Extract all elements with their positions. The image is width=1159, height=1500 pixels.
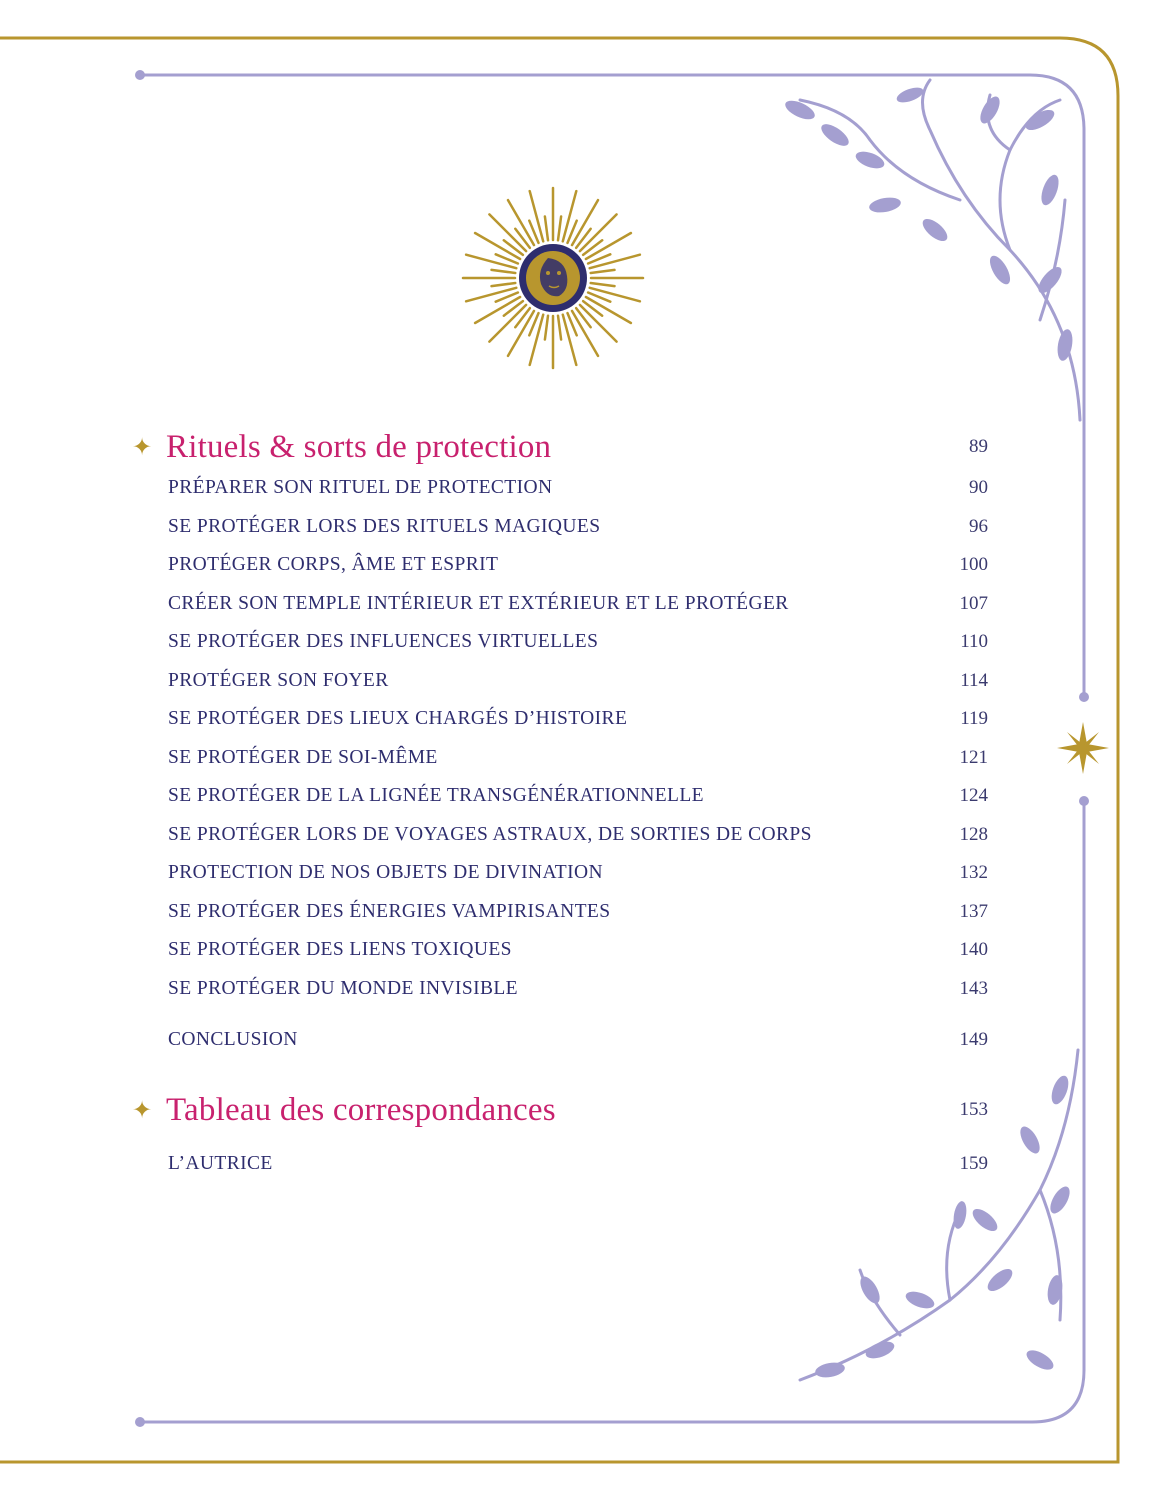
toc-entry[interactable]: [168, 472, 988, 504]
entry-page-number: 159: [959, 1153, 988, 1174]
entry-title: PROTÉGER SON FOYER: [168, 669, 389, 691]
entry-page-number: 124: [959, 785, 988, 806]
sun-ray: [515, 308, 530, 327]
sun-ray: [492, 270, 516, 273]
entry-title: CRÉER SON TEMPLE INTÉRIEUR ET EXTÉRIEUR ET LE PROTÉGER: [168, 592, 789, 614]
sun-ray: [515, 229, 530, 248]
sun-ray: [583, 240, 602, 255]
frame-dot-top-left: [135, 70, 145, 80]
entry-title: PROTECTION DE NOS OBJETS DE DIVINATION: [168, 862, 603, 883]
sun-ray: [590, 288, 640, 302]
frame-dot-bottom-left: [135, 1417, 145, 1427]
entry-page-number: 140: [959, 939, 988, 960]
toc-entry[interactable]: [168, 857, 988, 889]
section-title: Tableau des correspondances: [166, 1091, 556, 1128]
gold-star-ornament: [1057, 722, 1109, 774]
entry-page-number: 128: [959, 823, 988, 845]
entry-page-number: 121: [959, 746, 988, 768]
sun-ray: [466, 288, 516, 302]
toc-entry[interactable]: [168, 588, 988, 620]
entry-title: SE PROTÉGER DES ÉNERGIES VAMPIRISANTES: [168, 900, 611, 922]
toc-entry[interactable]: [168, 742, 988, 774]
sun-ray: [545, 217, 548, 241]
sun-ray: [563, 315, 577, 365]
sun-ray: [504, 240, 523, 255]
toc-entry[interactable]: [168, 934, 988, 966]
section-page-number: 89: [969, 436, 988, 457]
toc-entry-conclusion[interactable]: [168, 1024, 988, 1056]
entry-page-number: 137: [959, 900, 988, 922]
sun-ray: [530, 315, 544, 365]
frame-dot-mid-bottom: [1079, 796, 1089, 806]
toc-entry[interactable]: [168, 780, 988, 812]
foliage-top-right: [800, 80, 1080, 420]
entry-title: SE PROTÉGER DES INFLUENCES VIRTUELLES: [168, 631, 599, 652]
entry-title: SE PROTÉGER DE LA LIGNÉE TRANSGÉNÉRATIONNELLE: [168, 785, 704, 806]
frame-dot-mid-top: [1079, 692, 1089, 702]
sun-ray: [466, 255, 516, 269]
entry-page-number: 143: [959, 977, 988, 999]
sun-ray: [590, 255, 640, 269]
toc-entry[interactable]: [168, 703, 988, 735]
sun-ray: [576, 229, 591, 248]
sun-ray: [504, 301, 523, 316]
sun-ray: [558, 316, 561, 340]
toc-entry-autrice[interactable]: [168, 1148, 988, 1180]
sparkle-icon: ✦: [132, 434, 153, 461]
section-page-number: 153: [959, 1099, 988, 1120]
entry-title: SE PROTÉGER LORS DE VOYAGES ASTRAUX, DE SORTIES DE CORPS: [168, 823, 812, 845]
entry-page-number: 110: [960, 631, 988, 652]
toc-entry[interactable]: [168, 549, 988, 581]
sun-ray: [583, 301, 602, 316]
entry-page-number: 132: [959, 862, 988, 883]
sparkle-icon: ✦: [132, 1097, 153, 1124]
entry-page-number: 119: [960, 708, 988, 729]
toc-entry[interactable]: [168, 896, 988, 928]
entry-page-number: 96: [969, 515, 988, 537]
entry-page-number: 100: [959, 554, 988, 575]
toc-entry[interactable]: [168, 665, 988, 697]
toc-section-rituels[interactable]: [132, 424, 988, 470]
sun-ray: [545, 316, 548, 340]
entry-page-number: 90: [969, 477, 988, 498]
toc-entry[interactable]: [168, 973, 988, 1005]
entry-title: L’AUTRICE: [168, 1153, 273, 1174]
entry-title: SE PROTÉGER LORS DES RITUELS MAGIQUES: [168, 515, 601, 537]
sun-ray: [591, 283, 615, 286]
section-title: Rituels & sorts de protection: [166, 428, 552, 465]
entry-title: PRÉPARER SON RITUEL DE PROTECTION: [168, 477, 553, 498]
entry-page-number: 149: [959, 1029, 988, 1050]
entry-page-number: 114: [960, 669, 988, 691]
sun-ray: [563, 191, 577, 241]
toc-entry[interactable]: [168, 511, 988, 543]
sun-ray: [492, 283, 516, 286]
toc-entry[interactable]: [168, 626, 988, 658]
entry-title: SE PROTÉGER DES LIENS TOXIQUES: [168, 939, 512, 960]
toc-section-tableau[interactable]: [132, 1087, 988, 1133]
entry-title: SE PROTÉGER DU MONDE INVISIBLE: [168, 977, 518, 999]
toc-entry[interactable]: [168, 819, 988, 851]
sun-ray: [530, 191, 544, 241]
entry-page-number: 107: [959, 592, 988, 614]
sun-ray: [558, 217, 561, 241]
entry-title: SE PROTÉGER DES LIEUX CHARGÉS D’HISTOIRE: [168, 708, 628, 729]
sun-ray: [591, 270, 615, 273]
entry-title: CONCLUSION: [168, 1029, 298, 1050]
entry-title: PROTÉGER CORPS, ÂME ET ESPRIT: [168, 554, 499, 575]
sun-ray: [576, 308, 591, 327]
entry-title: SE PROTÉGER DE SOI-MÊME: [168, 746, 438, 768]
sun-emblem: [463, 188, 643, 368]
